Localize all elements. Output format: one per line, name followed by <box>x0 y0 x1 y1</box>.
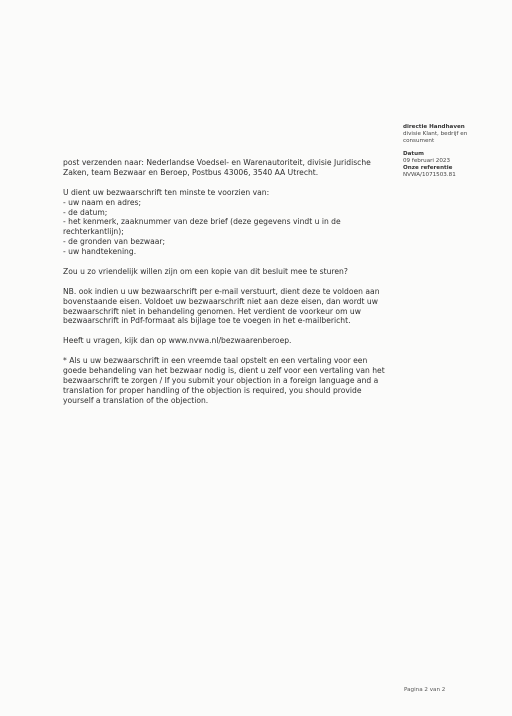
list-item: - uw handtekening. <box>63 247 137 257</box>
letter-body <box>63 158 393 415</box>
reference-value: NVWA/1071503.81 <box>403 172 456 179</box>
requirements-intro: U dient uw bezwaarschrift ten minste te voorzien van: <box>63 187 270 197</box>
sidebar-meta <box>403 124 498 184</box>
reference-label: Onze referentie <box>403 165 453 172</box>
paragraph-translation: * Als u uw bezwaarschrift in een vreemde taal opstelt en een vertaling voor een goede behandeling van het bezwaar nodig is, dient u zelf voor een vertaling van het bezwaarschrift te zorgen / If you submit your objection in a foreign language and a translation for proper handling of the objection is required, you should provide yourself a translation of the objection. <box>63 356 385 405</box>
date-value: 09 februari 2023 <box>403 157 450 164</box>
list-item: - de datum; <box>63 207 108 217</box>
paragraph-address: post verzenden naar: Nederlandse Voedsel- en Warenautoriteit, divisie Juridische Zaken, team Bezwaar en Beroep, Postbus 43006, 3540 AA Utrecht. <box>63 158 371 177</box>
paragraph-copy-request: Zou u zo vriendelijk willen zijn om een kopie van dit besluit mee te sturen? <box>63 266 348 276</box>
department-label: directie Handhaven <box>403 124 465 130</box>
department-block <box>403 124 498 146</box>
paragraph-questions: Heeft u vragen, kijk dan op www.nvwa.nl/bezwaarenberoep. <box>63 336 292 346</box>
date-label: Datum <box>403 150 424 157</box>
date-block <box>403 151 498 180</box>
requirements-section <box>63 188 393 257</box>
department-sub: divisie Klant, bedrijf en consument <box>403 131 468 145</box>
list-item: - uw naam en adres; <box>63 197 142 207</box>
paragraph-email-note: NB. ook indien u uw bezwaarschrift per e-mail verstuurt, dient deze te voldoen aan bovenstaande eisen. Voldoet uw bezwaarschrift niet aan deze eisen, dan wordt uw bezwaarschrift niet in behandeling genomen. Het verdient de voorkeur om uw bezwaarschrift in Pdf-formaat als bijlage toe te voegen in het e-mailbericht. <box>63 286 380 326</box>
page-number: Pagina 2 van 2 <box>404 687 446 693</box>
list-item: - de gronden van bezwaar; <box>63 237 166 247</box>
list-item: - het kenmerk, zaaknummer van deze brief (deze gegevens vindt u in de rechterkantlijn); <box>63 217 341 237</box>
